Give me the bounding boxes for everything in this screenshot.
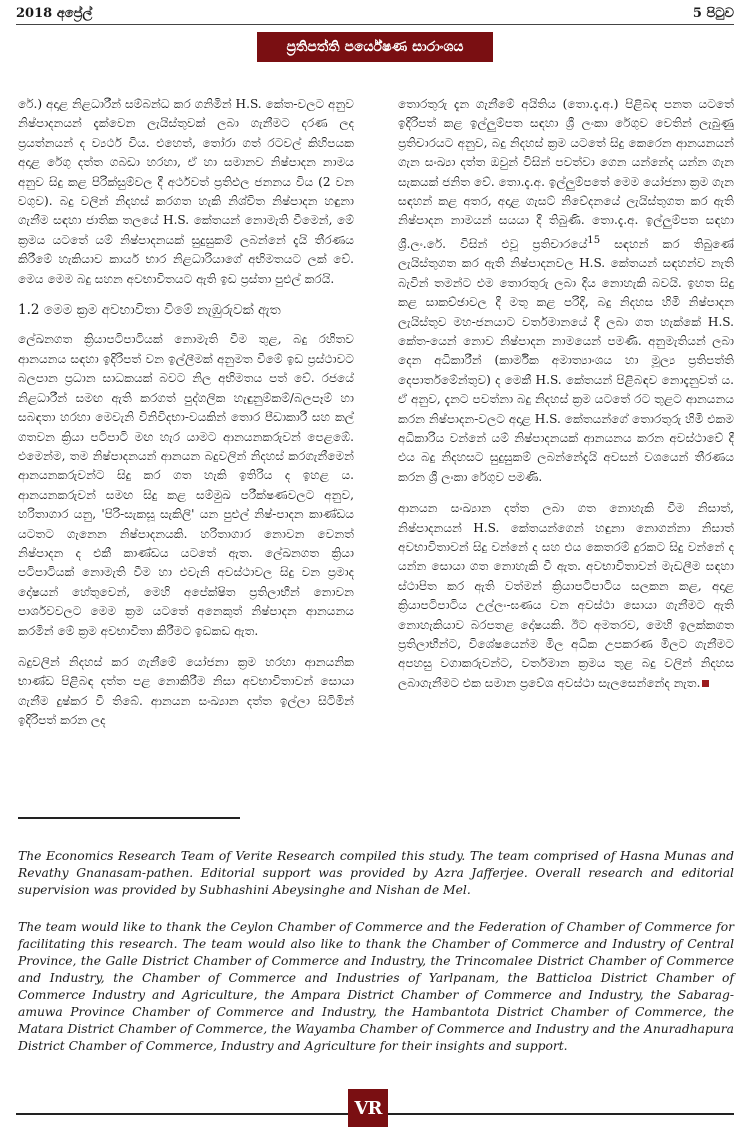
paragraph-text: ආනයන සංඛ්‍යාන දත්ත ලබා ගත නොහැකි වීම නිසාත්, නිෂ්පාදනයන් H.S. කේතයන්ගෙන් හඳුනා නොගන්නා නිසාත් අවභාවිතාවන් සිදු වන්නේ ද සහ එය කෙතරම් දුරකට සිදු වන්නේ ද යන්න සොයා ගත නොහැකි වී ඇත. අවභාවිතාවන් මැඩලීම සඳහා ස්ථාපිත කර ඇති වත්මන් ක්‍රියාපටිපාටිය සලකන කළ, අදාළ ක්‍රියාපටිපාටිය උල්ලං-ඝණය වන අවස්ථා සොයා ගැනීමට ඇති නොහැකියාව බරපතළ දෝෂයකි. ඊට අමතරව, මෙහි ඉලක්කගත ප්‍රතිලාභීන්ට, විශේෂයෙන්ම මිල අධික උපකරණ මිලට ගැනීමට අපහසු වගාකරුවන්ට, වර්තමාන ක්‍රමය තුළ බදු වලින් නිදහස ලබාගැනීමට එක සමාන ප්‍රවේශ අවස්ථා සැලසෙන්නේද නැත. — [398, 501, 734, 690]
body-paragraph — [398, 95, 734, 487]
section-heading: 1.2 මෙම ක්‍රම අවභාවිතා වීමේ නැඹුරුවක් ඇත — [18, 302, 281, 319]
body-paragraph — [398, 499, 734, 693]
paragraph-text: තොරතුරු දැන ගැනීමේ අයිතිය (තො.දැ.අ.) පිළිබඳ පනත යටතේ ඉදිරිපත් කළ ඉල්ලුම්පත සඳහා ශ්‍රී ලංකා රේගුව වෙතින් ලැබුණු ප්‍රතිචාරයට අනුව, බදු නිදහස් ක්‍රම යටතේ සිදු කෙරෙන ආනයනයන් ගැන සංඛ්‍යා දත්ත ඔවුන් විසින් පවත්වා ගෙන යන්නේද යන්න ගැන සැකයක් ජනිත වේ. තො.දැ.අ. ඉල්ලුම්පතේ මෙම යෝජනා ක්‍රම ගැන සඳහන් කළ අතර, අදාළ ගැසට් නිවේදනයේ ලැයිස්තුගත කර ඇති නිෂ්පාදන නාමයන් සයයා දී තිබුණි. තො.දැ.අ. ඉල්ලුම්පත සඳහා ශ්‍රී.ලං.රේ. විසින් එවූ ප්‍රතිචාරයේ — [398, 97, 734, 251]
research-credits: The Economics Research Team of Verite Research compiled this study. The team comprised of Hasna Munas and Revathy Gnanasam-pathen. Editorial support was provided by Azra Jafferjee. Overall research and editorial supervision was provided by Subhashini Abeysinghe and Nishan de Mel. — [18, 849, 734, 897]
page-number: 5 පිටුව — [692, 6, 734, 21]
issue-date: 2018 අප්‍රේල් — [16, 6, 93, 21]
footnote-divider — [18, 817, 240, 819]
body-paragraph: රේ.) අදාළ නිළධාරීන් සම්බන්ධ කර ගනිමින් H.S. කේත-වලට අනුව නිෂ්පාදනයන් දැක්වෙන ලැයිස්තුවක් ලබා ගැනීමට දරණ ලද ප්‍රයත්නයන් ද ව්‍යර්ථ විය. එහෙත්, තෝරා ගත් රටවල් කිහිපයක අදාළ රේගු දත්ත ගබඩා හරහා, ඒ හා සමානව නිෂ්පාදන නාමය අනුව සිදු කළ පිරික්සුම්වල දී අර්ථවත් ප්‍රතිඵල ජනනය විය (2 වන වගුව). බදු වලින් නිදහස් කරගත හැකි නිශ්චිත නිෂ්පාදන හඳුනා ගැනීම සඳහා ජාතික තලයේ H.S. කේතයන් නොමැති වීමෙන්, මේ ක්‍රමය යටතේ යම් නිෂ්පාදනයක් සුදුසුකම් ලබන්නේ දැයි තීරණය කිරීමේ හැකියාව කාර්ය භාර නිළධාරියාගේ අභිමතයට ලක් වේ. මෙය මෙම බදු සහන අවභාවිතයට ඇති ඉඩ ප්‍රස්තා පුළුල් කරයි. — [18, 97, 354, 286]
body-paragraph: බදුවලින් නිදහස් කර ගැනීමේ යෝජනා ක්‍රම හරහා ආනයනික භාණ්ඩ පිළිබඳ දත්ත පළ නොකිරීම නිසා අවභාවිතාවන් සොයා ගැනීම දුෂ්කර වී තිබේ. ආනයන සංඛ්‍යාන දත්ත ඉල්ලා සිටිමින් ඉදිරිපත් කරන ලද — [18, 654, 354, 728]
end-of-article-mark — [702, 680, 709, 687]
acknowledgements: The team would like to thank the Ceylon Chamber of Commerce and the Federation of Chamber of Commerce for facilitating this research. The team would also like to thank the Chamber of Commerce and Industry of Central Province, the Galle District Chamber of Commerce and Industry, the Trincomalee District Chamber of Commerce and Industry, the Chamber of Commerce and Industries of Yarlpanam, the Batticloa District Chamber of Commerce Industry and Agriculture, the Ampara District Chamber of Commerce and Industry, the Sabarag-amuwa Province Chamber of Commerce and Industry, the Hambantota District Chamber of Commerce, the Matara District Chamber of Commerce, the Wayamba Chamber of Commerce and Industry and the Anuradhapura District Chamber of Commerce, Industry and Agriculture for their insights and support. — [18, 920, 734, 1053]
left-column — [18, 95, 354, 805]
header-divider — [16, 24, 734, 25]
paragraph-text: සඳහන් කර තිබුණේ ලැයිස්තුගත කර ඇති නිෂ්පාදනවල H.S. කේතයන් සඳහන්ව නැති බැවින් තමන්ට එම තොරතුරු ලබා දිය නොහැකි බවයි. ඉහත සිදු කළ සාකච්ඡාවල දී මතු කළ පරිදි, බදු නිදහස හිමි නිෂ්පාදන ලැයිස්තුව මහ-ජනයාට වර්තමානයේ දී ලබා ගත හැක්කේ H.S. කේත-යෙන් නොව නිෂ්පාදන නාමයෙන් පමණි. අනුමැතියන් ලබා දෙන අධිකාරීන් (කාර්මික අමාත්‍යාංශය හා මූල්‍ය ප්‍රතිපත්ති දෙපාර්තමේන්තුව) ද මෙකී H.S. කේතයන් පිළිබඳව නොදැනුවත් ය. ඒ අනුව, දැනට පවත්නා බදු නිදහස් ක්‍රම යටතේ රට තුළට ආනයනය කරන නිෂ්පාදන-වලට අදාළ H.S. කේතයන්ගේ තොරතුරු හිමි එකම අධිකාරිය වන්නේ යම් නිෂ්පාදනයක් ආනයනය කරන අවස්ථාවේ දී එය බදු නිදහසට සුදුසුකම් ලබන්නේදැයි අවසන් වශයෙන් තීරණය කරන ශ්‍රී ලංකා රේගුව පමණි. — [398, 236, 734, 484]
footnote-reference: 15 — [587, 234, 601, 246]
section-banner: ප්‍රතිපත්ති පර්යේෂණ සාරාංශය — [257, 32, 493, 62]
body-paragraph: ලේඛනගත ක්‍රියාපටිපාටියක් නොමැති වීම තුළ, බදු රහිතව ආනයනය සඳහා ඉදිරිපත් වන ඉල්ලීමක් අනුමත වීමේ ඉඩ ප්‍රස්ථාවට බලපාන ප්‍රධාන සාධකයක් බවට නිල අභිමතය පත් වේ. රජයේ නිළධාරීන් සමඟ ඇති කරගත් පුද්ගලික හැඳුනුම්කම්/බලපෑම් හා සබඳතා හරහා මෙවැනි විනිවිදභා-වයකින් තොර පීඩාකාරී සහ කල් ගතවන ක්‍රියා පටිපාටි මඟ හැර යාමට ආනයනකරුවන් පෙළඹේ. එමෙන්ම, තම නිෂ්පාදනයන් ආනයන බදුවලින් නිදහස් කරගැනීමෙන් ආනයනකරුවන්ට සිදු කර ගත හැකි ඉතිරිය ද ඉහළ ය. ආනයනකරුවන් සමඟ සිදු කළ සම්මුඛ පරීක්ෂණවලට අනුව, හරිතාගාර යනු, 'පිරි-සැකසූ සැකිලි' යන පුළුල් නිෂ්-පාදන කාණ්ඩය යටතට ගැනෙන නිෂ්පාදනයකි. හරිතාගාර නොවන වෙනත් නිෂ්පාදන ද එකී කාණ්ඩය යටතේ ඇත. ලේඛනගත ක්‍රියා පටිපාටියක් නොමැති වීම හා එවැනි අවස්ථාවල සිදු වන ප්‍රමාද දෝෂයන් හේතුවෙන්, මෙහි අපේක්ෂිත ප්‍රතිලාභීන් නොවන පාර්ශවවලට මෙම ක්‍රම යටතේ අනෙකුත් නිෂ්පාදන ආනයනය කරමින් මේ ක්‍රම අවභාවිතා කිරීමට ඉඩකඩ ඇත. — [18, 332, 354, 638]
verite-research-logo: VR — [348, 1089, 388, 1127]
right-column — [398, 95, 734, 755]
